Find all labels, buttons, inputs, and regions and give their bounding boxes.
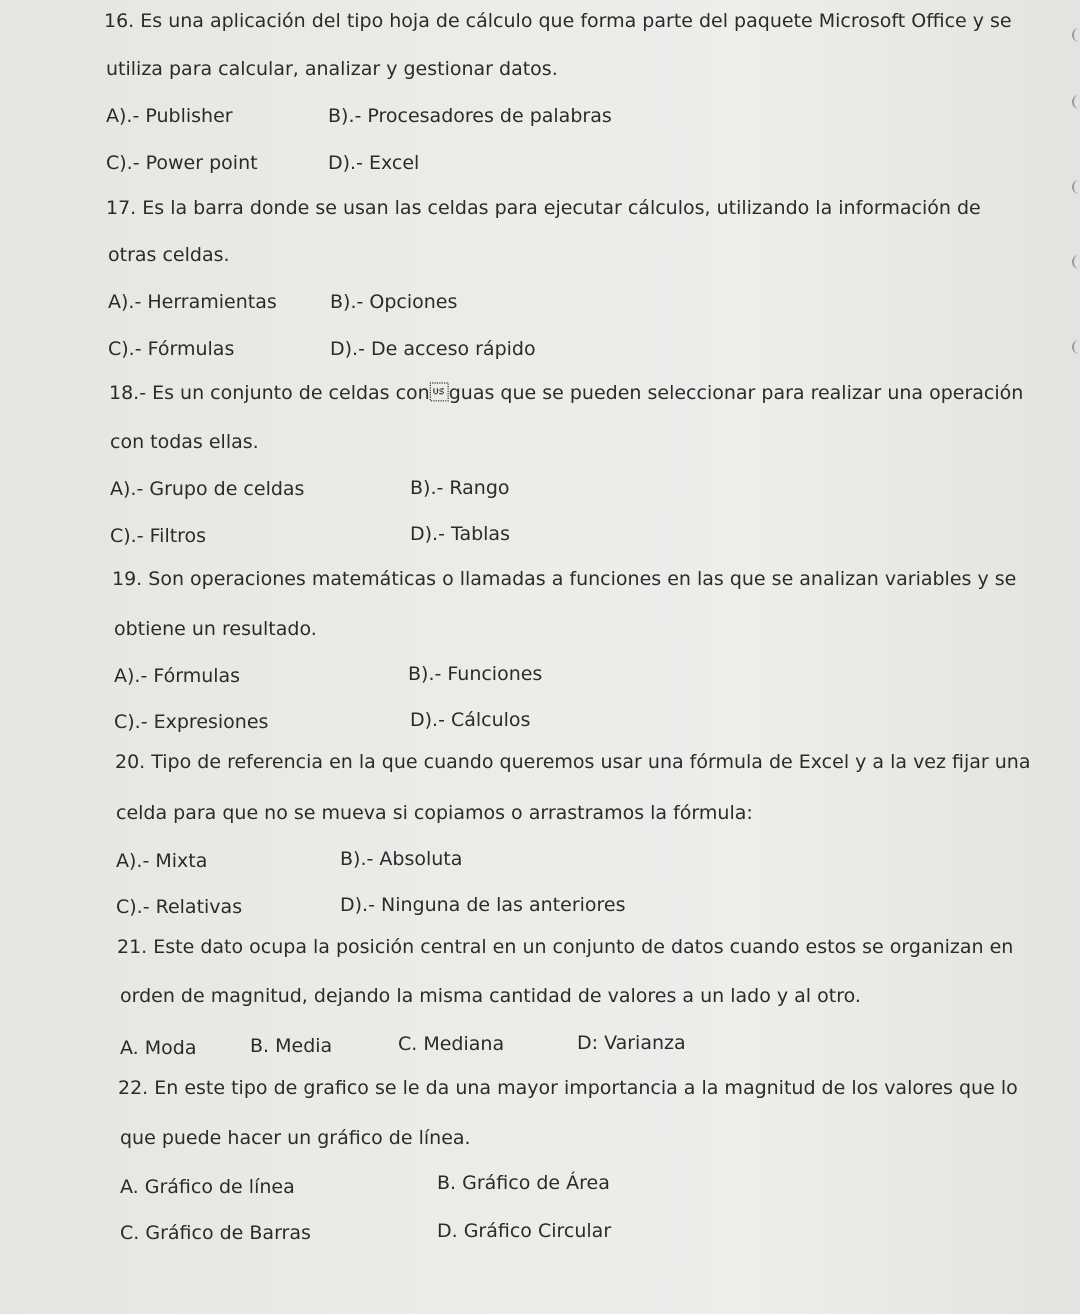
question-19-line1: 19. Son operaciones matemáticas o llamadas a funciones en las que se analizan variables y se: [112, 568, 1017, 590]
option-21-d: D: Varianza: [577, 1032, 686, 1054]
option-16-d: D).- Excel: [328, 152, 420, 174]
option-22-d: D. Gráfico Circular: [437, 1220, 612, 1242]
option-21-c: C. Mediana: [398, 1033, 505, 1055]
option-22-b: B. Gráfico de Área: [437, 1172, 610, 1194]
option-18-b: B).- Rango: [410, 477, 510, 499]
option-18-c: C).- Filtros: [110, 525, 207, 547]
question-19-line2: obtiene un resultado.: [114, 618, 317, 640]
option-18-d: D).- Tablas: [410, 523, 510, 545]
option-21-a: A. Moda: [120, 1037, 197, 1059]
option-20-c: C).- Relativas: [116, 896, 243, 918]
question-21-line2: orden de magnitud, dejando la misma cantidad de valores a un lado y al otro.: [120, 985, 861, 1007]
option-20-b: B).- Absoluta: [340, 848, 463, 870]
edge-mark: [1072, 340, 1080, 354]
question-22-line1: 22. En este tipo de grafico se le da una mayor importancia a la magnitud de los valores que lo: [118, 1077, 1018, 1099]
question-18-line1: 18.- Es un conjunto de celdas con guas que se pueden seleccionar para realizar una operación: [109, 382, 1024, 404]
option-16-a: A).- Publisher: [106, 105, 233, 127]
option-17-a: A).- Herramientas: [108, 291, 277, 313]
option-17-b: B).- Opciones: [330, 291, 458, 313]
edge-mark: [1072, 95, 1080, 109]
question-20-line2: celda para que no se mueva si copiamos o arrastramos la fórmula:: [116, 802, 753, 824]
question-17-line2: otras celdas.: [108, 244, 230, 266]
question-16-line2: utiliza para calcular, analizar y gestionar datos.: [106, 58, 558, 80]
question-16-line1: 16. Es una aplicación del tipo hoja de cálculo que forma parte del paquete Microsoft Office y se: [104, 10, 1012, 32]
question-21-line1: 21. Este dato ocupa la posición central en un conjunto de datos cuando estos se organizan en: [117, 936, 1014, 958]
option-21-b: B. Media: [250, 1035, 333, 1057]
option-19-b: B).- Funciones: [408, 663, 543, 685]
edge-mark: [1072, 28, 1080, 42]
edge-mark: [1072, 180, 1080, 194]
option-16-b: B).- Procesadores de palabras: [328, 105, 612, 127]
question-22-line2: que puede hacer un gráfico de línea.: [120, 1127, 471, 1149]
option-18-a: A).- Grupo de celdas: [110, 478, 305, 500]
option-17-d: D).- De acceso rápido: [330, 338, 536, 360]
question-17-line1: 17. Es la barra donde se usan las celdas para ejecutar cálculos, utilizando la información de: [106, 197, 981, 219]
option-19-a: A).- Fórmulas: [114, 665, 241, 687]
option-22-c: C. Gráfico de Barras: [120, 1222, 311, 1244]
option-16-c: C).- Power point: [106, 152, 258, 174]
option-22-a: A. Gráfico de línea: [120, 1176, 295, 1198]
question-18-line2: con todas ellas.: [110, 431, 259, 453]
question-20-line1: 20. Tipo de referencia en la que cuando queremos usar una fórmula de Excel y a la vez fijar una: [115, 751, 1031, 773]
edge-mark: [1072, 255, 1080, 269]
option-20-d: D).- Ninguna de las anteriores: [340, 894, 626, 916]
option-17-c: C).- Fórmulas: [108, 338, 235, 360]
option-19-c: C).- Expresiones: [114, 711, 269, 733]
option-20-a: A).- Mixta: [116, 850, 208, 872]
option-19-d: D).- Cálculos: [410, 709, 531, 731]
